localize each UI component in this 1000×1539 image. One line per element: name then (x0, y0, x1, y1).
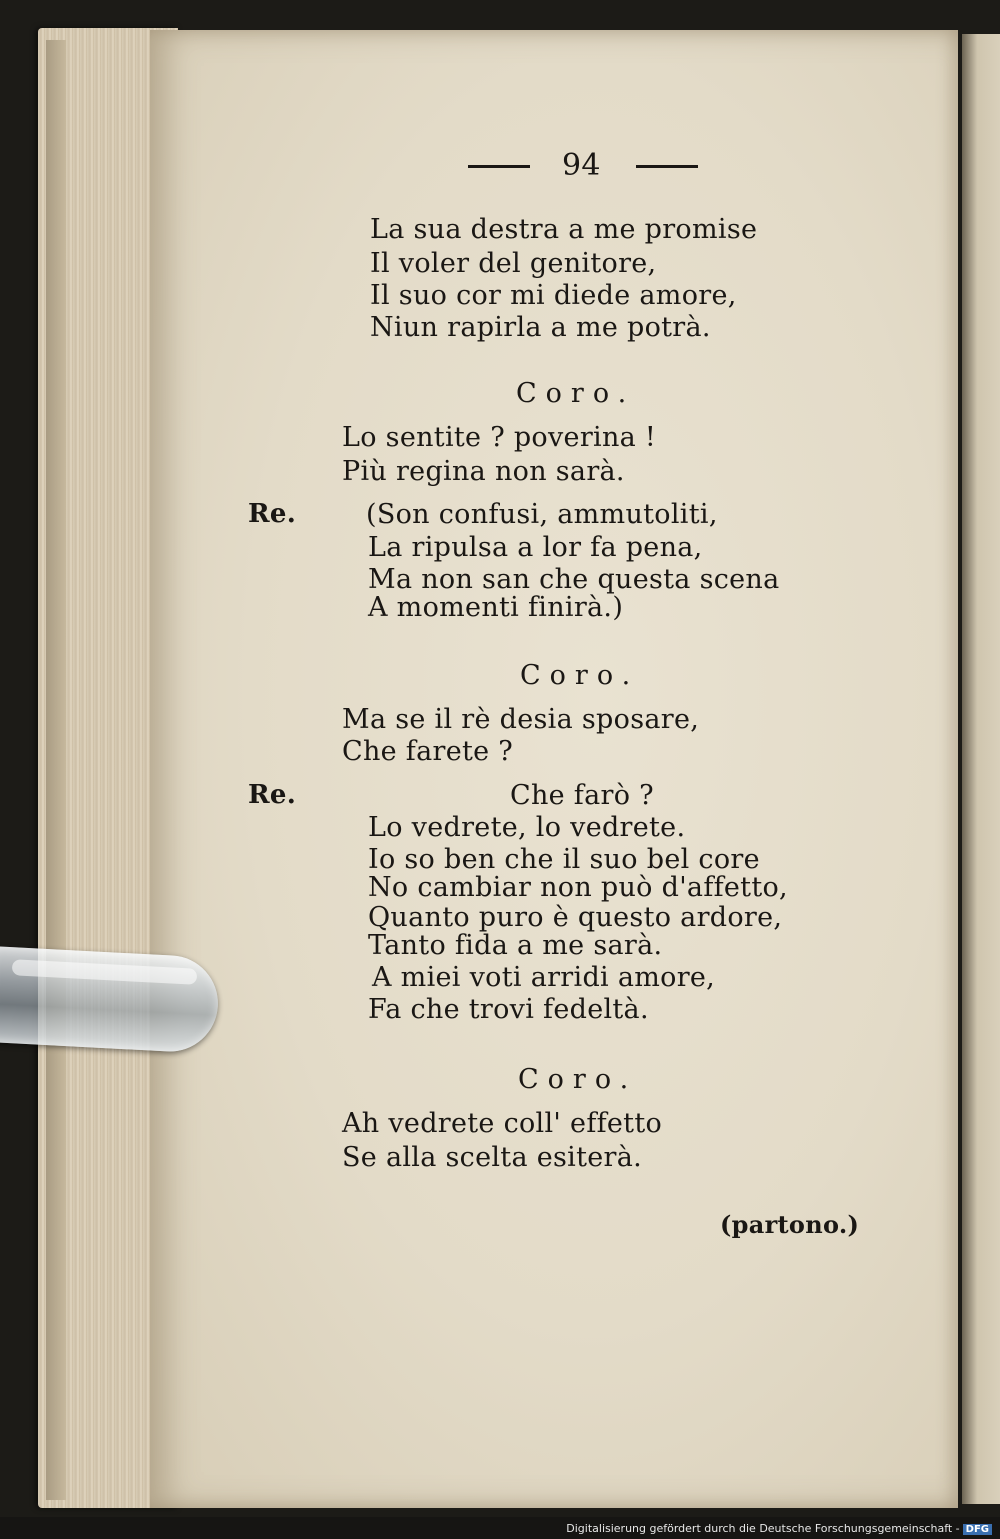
verse-line: Ah vedrete coll' effetto (342, 1108, 663, 1139)
verse-line: A miei voti arridi amore, (372, 962, 716, 993)
page-stack-shadow (46, 40, 66, 1500)
verse-line: Fa che trovi fedeltà. (368, 994, 649, 1025)
digitization-credit (566, 1522, 992, 1535)
verse-line: Più regina non sarà. (342, 456, 625, 487)
verse-line: Niun rapirla a me potrà. (370, 312, 711, 343)
chorus-heading: Coro. (518, 1064, 638, 1095)
page-number: 94 (562, 148, 601, 183)
verse-line: A momenti finirà.) (368, 592, 624, 623)
verse-line: La ripulsa a lor fa pena, (368, 532, 703, 563)
verse-line: Lo sentite ? poverina ! (342, 422, 657, 453)
speaker-label: Re. (248, 499, 297, 529)
verse-line: Io so ben che il suo bel core (368, 844, 760, 875)
verse-line: Tanto fida a me sarà. (368, 930, 663, 961)
verse-line: Lo vedrete, lo vedrete. (368, 812, 686, 843)
verse-line: No cambiar non può d'affetto, (368, 872, 788, 903)
verse-line: Se alla scelta esiterà. (342, 1142, 643, 1173)
speaker-label: Re. (248, 780, 297, 810)
credit-text: Digitalisierung gefördert durch die Deutsche Forschungsgemeinschaft - (566, 1522, 960, 1535)
verse-line: Il voler del genitore, (370, 248, 657, 279)
verse-line: Ma non san che questa scena (368, 564, 780, 595)
chorus-heading: Coro. (516, 378, 636, 409)
folio-rule-left (468, 165, 530, 168)
chorus-heading: Coro. (520, 660, 640, 691)
facing-page-edge (962, 34, 1000, 1504)
dfg-logo: DFG (963, 1524, 992, 1535)
stage-direction: (partono.) (720, 1210, 860, 1239)
verse-line: Quanto puro è questo ardore, (368, 902, 783, 933)
verse-line: Che farete ? (342, 736, 514, 767)
folio-rule-right (636, 165, 698, 168)
verse-line: La sua destra a me promise (370, 214, 758, 245)
verse-line: (Son confusi, ammutoliti, (366, 499, 718, 530)
verse-line: Ma se il rè desia sposare, (342, 704, 700, 735)
verse-line: Il suo cor mi diede amore, (370, 280, 737, 311)
verse-line: Che farò ? (510, 780, 654, 811)
